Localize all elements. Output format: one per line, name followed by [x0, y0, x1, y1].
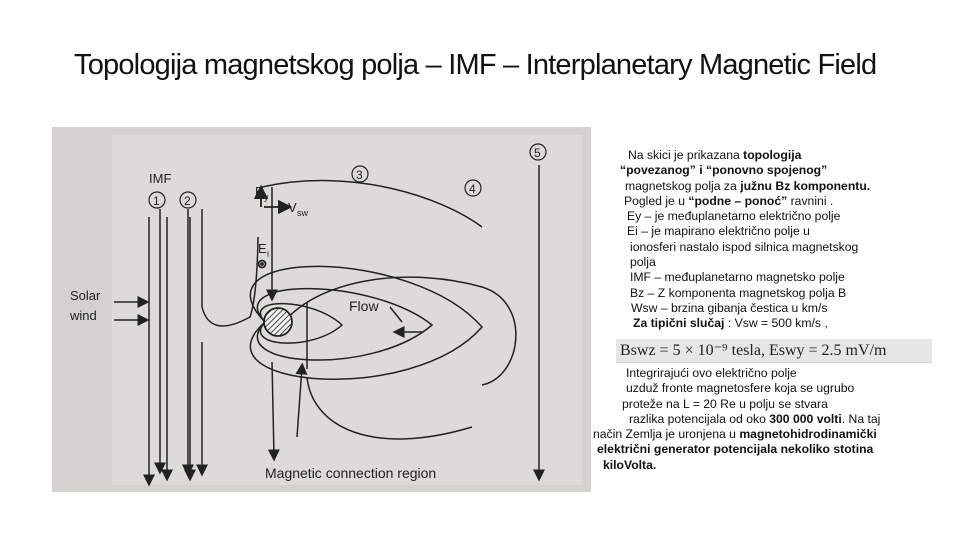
text-line: [590, 286, 935, 301]
marker-5: 5: [534, 146, 541, 160]
ei-label: E: [258, 241, 267, 256]
ey-subscript: y: [264, 192, 269, 202]
text-line: [590, 240, 935, 255]
text-segment: način Zemlja je uronjena u: [593, 427, 740, 442]
text-segment: polja: [630, 255, 656, 270]
text-line: [590, 179, 935, 194]
flow-label: Flow: [349, 298, 379, 314]
text-segment: “povezanog” i “ponovno spojenog”: [620, 163, 828, 178]
text-segment: ionosferi nastalo ispod silnica magnetskog: [630, 239, 859, 254]
imf-label: IMF: [149, 171, 172, 186]
text-segment: kiloVolta.: [603, 457, 657, 472]
text-segment: : Vsw = 500 km/s ,: [724, 316, 828, 331]
text-segment: Integrirajući ovo električno polje: [626, 366, 797, 380]
text-segment: Bz – Z komponenta magnetskog polja B: [630, 285, 847, 300]
text-segment: Pogled je u: [624, 193, 689, 208]
slide-title: Topologija magnetskog polja – IMF – Interplanetary Magnetic Field: [74, 49, 877, 81]
marker-3: 3: [356, 168, 363, 182]
text-segment: magnetskog polja za: [625, 178, 741, 193]
marker-1: 1: [153, 194, 160, 208]
text-segment: južnu Bz komponentu.: [740, 178, 871, 193]
marker-4: 4: [469, 182, 476, 196]
text-line: [590, 427, 935, 442]
text-segment: magnetohidrodinamički: [739, 427, 877, 442]
text-segment: razlika potencijala od oko: [629, 411, 770, 426]
text-line: [590, 301, 935, 316]
text-line: [590, 270, 935, 285]
ey-label: E: [255, 184, 264, 199]
text-line: [590, 224, 935, 239]
text-line: [590, 316, 935, 331]
text-segment: 300 000 volti: [769, 411, 842, 426]
text-segment: potencijala nekoliko stotina: [713, 442, 874, 457]
text-line: [590, 163, 935, 178]
text-segment: topologija: [743, 148, 802, 162]
text-line: [590, 366, 935, 381]
text-segment: električni generator: [597, 442, 711, 457]
text-line: [590, 381, 935, 396]
marker-2: 2: [184, 194, 191, 208]
magnetosphere-diagram: [52, 127, 591, 492]
text-line: [590, 148, 935, 163]
text-segment: Ey – je međuplanetarno električno polje: [627, 209, 841, 224]
ei-subscript: i: [267, 249, 269, 259]
wind-label: wind: [70, 308, 97, 323]
text-line: [590, 442, 935, 457]
text-line: [590, 209, 935, 224]
conclusion-text: [590, 366, 935, 473]
text-line: [590, 412, 935, 427]
text-segment: uzduž fronte magnetosfere koja se ugrubo: [626, 381, 855, 396]
region-label: Magnetic connection region: [265, 465, 437, 481]
text-line: [590, 458, 935, 473]
explanation-text: [590, 148, 935, 332]
text-segment: proteže na L = 20 Re u polju se stvara: [622, 396, 828, 411]
solar-label: Solar: [70, 288, 101, 303]
text-line: [590, 194, 935, 209]
vsw-subscript: sw: [297, 208, 308, 218]
text-segment: Na skici je prikazana: [628, 148, 744, 162]
text-segment: Wsw – brzina gibanja čestica u km/s: [631, 300, 828, 315]
formula: Bswz = 5 × 10⁻⁹ tesla, Eswy = 2.5 mV/m: [616, 339, 932, 363]
text-segment: IMF – međuplanetarno magnetsko polje: [630, 270, 845, 285]
text-segment: . Na taj: [841, 411, 881, 426]
text-line: [590, 397, 935, 412]
text-segment: “podne – ponoć”: [688, 193, 788, 208]
vsw-label: V: [288, 200, 297, 215]
text-line: [590, 255, 935, 270]
text-segment: ravnini .: [787, 193, 834, 208]
text-segment: Za tipični slučaj: [633, 316, 725, 331]
text-segment: Ei – je mapirano električno polje u: [627, 224, 810, 239]
